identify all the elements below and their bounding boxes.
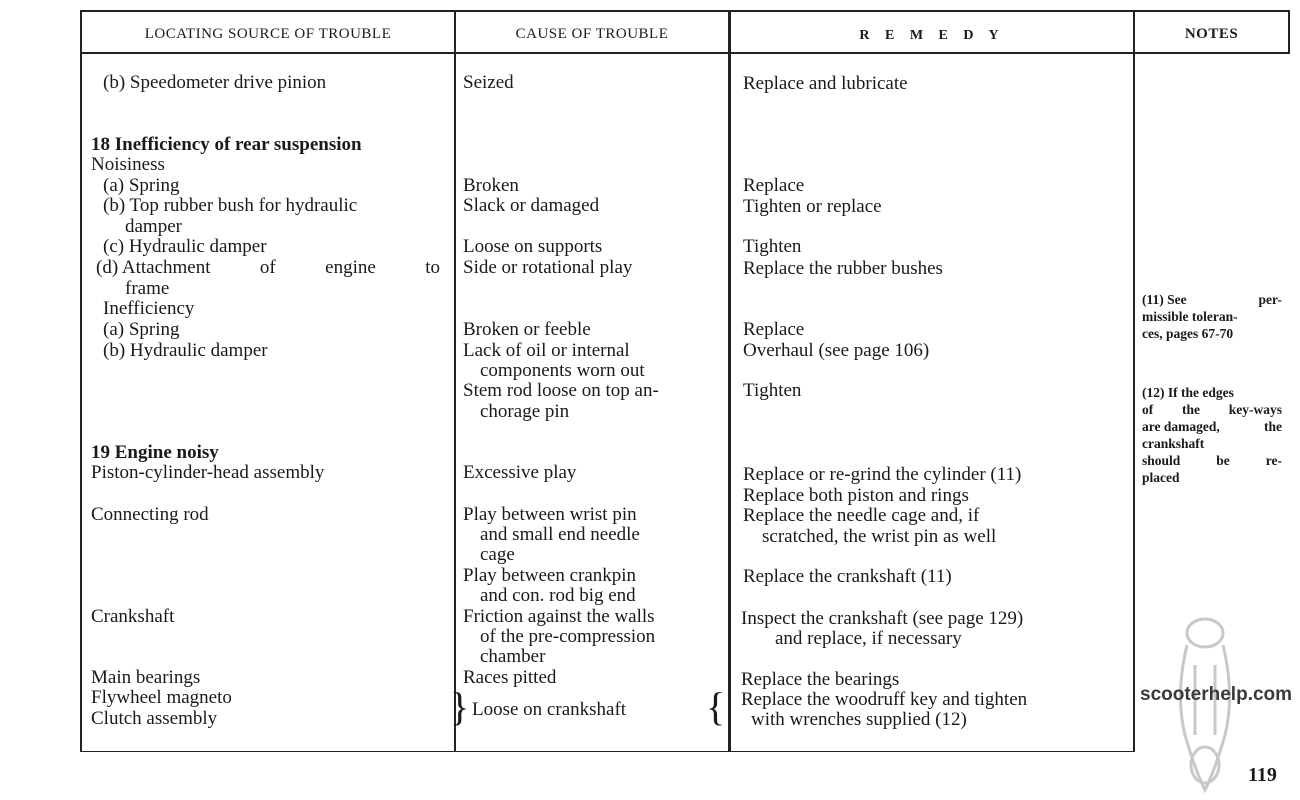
cause-piston: Excessive play (463, 462, 577, 483)
locate-noise-bush-1: (b) Top rubber bush for hydraulic (103, 195, 358, 216)
attach-word-4: to (425, 257, 440, 278)
page-number: 119 (1248, 764, 1277, 786)
remedy-piston-1: Replace or re-grind the cylinder (11) (743, 464, 1022, 485)
remedy-noise-damper: Tighten (743, 236, 802, 257)
attach-word-3: engine (325, 257, 376, 278)
remedy-crank-2: and replace, if necessary (775, 628, 962, 649)
note-12: (12) If the edges of the key-ways are damaged, the crankshaft should be re- placed (1142, 385, 1282, 485)
cause-conrod-2: and small end needle (480, 524, 640, 545)
remedy-crank-1: Inspect the crankshaft (see page 129) (741, 608, 1024, 629)
remedy-noise-bush: Tighten or replace (743, 196, 882, 217)
header-bottom-border (80, 52, 1290, 54)
table-top-border (80, 10, 1290, 12)
locate-crankshaft: Crankshaft (91, 606, 175, 627)
left-brace-icon: } (450, 684, 470, 729)
header-cause: CAUSE OF TROUBLE (515, 26, 669, 42)
locate-main-bearings: Main bearings (91, 667, 201, 688)
remedy-piston-2: Replace both piston and rings (743, 485, 969, 506)
cause-crank-1: Friction against the walls (463, 606, 655, 627)
attach-word-1: (d) Attachment (96, 257, 211, 278)
cause-crank-2: of the pre-compression (480, 626, 656, 647)
column-divider-3 (1133, 10, 1135, 752)
remedy-conrod-2: scratched, the wrist pin as well (762, 526, 997, 547)
subhead-noisiness: Noisiness (91, 154, 165, 175)
locate-noise-bush-2: damper (125, 216, 182, 237)
locate-speedometer: (b) Speedometer drive pinion (103, 72, 327, 93)
locate-ineff-spring: (a) Spring (103, 319, 180, 340)
locate-clutch: Clutch assembly (91, 708, 218, 729)
locate-noise-spring: (a) Spring (103, 175, 180, 196)
remedy-speedometer: Replace and lubricate (743, 73, 908, 94)
cause-noise-damper: Loose on supports (463, 236, 603, 257)
cause-main-bearings: Races pitted (463, 667, 557, 688)
cause-noise-attach: Side or rotational play (463, 257, 633, 278)
cause-crankpin-2: and con. rod big end (480, 585, 636, 606)
column-divider-1 (454, 10, 456, 752)
remedy-flywheel-2: with wrenches supplied (12) (751, 709, 967, 730)
right-brace-icon: { (706, 684, 726, 729)
locate-noise-damper: (c) Hydraulic damper (103, 236, 267, 257)
cause-noise-spring: Broken (463, 175, 519, 196)
note-11: (11) See per- missible toleran- ces, pages 67-70 (1142, 292, 1282, 341)
scooterhelp-watermark: scooterhelp.com (1140, 684, 1293, 705)
cause-stem-2: chorage pin (480, 401, 570, 422)
cause-speedometer: Seized (463, 72, 514, 93)
cause-ineff-spring: Broken or feeble (463, 319, 591, 340)
cause-crank-3: chamber (480, 646, 546, 667)
cause-ineff-damper-1: Lack of oil or internal (463, 340, 630, 361)
cause-ineff-damper-2: components worn out (480, 360, 645, 381)
locate-flywheel: Flywheel magneto (91, 687, 232, 708)
attach-word-2: of (259, 257, 276, 278)
remedy-main-bearings: Replace the bearings (741, 669, 900, 690)
table-bottom-border (80, 751, 1135, 752)
remedy-crankpin: Replace the crankshaft (11) (743, 566, 952, 587)
remedy-noise-attach: Replace the rubber bushes (743, 258, 943, 279)
section-19-title: 19 Engine noisy (91, 442, 219, 463)
table-right-border (1288, 10, 1290, 52)
cause-conrod-1: Play between wrist pin (463, 504, 637, 525)
section-18-title: 18 Inefficiency of rear suspension (91, 134, 362, 155)
table-left-border (80, 10, 82, 752)
header-locating: LOCATING SOURCE OF TROUBLE (144, 26, 392, 42)
remedy-ineff-damper: Overhaul (see page 106) (743, 340, 930, 361)
cause-stem-1: Stem rod loose on top an- (463, 380, 659, 401)
remedy-ineff-spring: Replace (743, 319, 805, 340)
cause-flywheel-clutch: Loose on crankshaft (472, 699, 627, 720)
column-divider-2 (728, 10, 731, 752)
header-remedy: R E M E D Y (859, 28, 1005, 43)
locate-ineff-damper: (b) Hydraulic damper (103, 340, 268, 361)
remedy-conrod-1: Replace the needle cage and, if (743, 505, 980, 526)
remedy-stem: Tighten (743, 380, 802, 401)
remedy-flywheel-1: Replace the woodruff key and tighten (741, 689, 1028, 710)
remedy-noise-spring: Replace (743, 175, 805, 196)
locate-piston: Piston-cylinder-head assembly (91, 462, 325, 483)
cause-conrod-3: cage (480, 544, 515, 565)
cause-noise-bush: Slack or damaged (463, 195, 600, 216)
locate-conrod: Connecting rod (91, 504, 209, 525)
locate-noise-attach-2: frame (125, 278, 170, 299)
locate-noise-attach-1 (96, 258, 440, 279)
header-notes: NOTES (1184, 26, 1239, 42)
cause-crankpin-1: Play between crankpin (463, 565, 637, 586)
subhead-inefficiency: Inefficiency (103, 298, 195, 319)
